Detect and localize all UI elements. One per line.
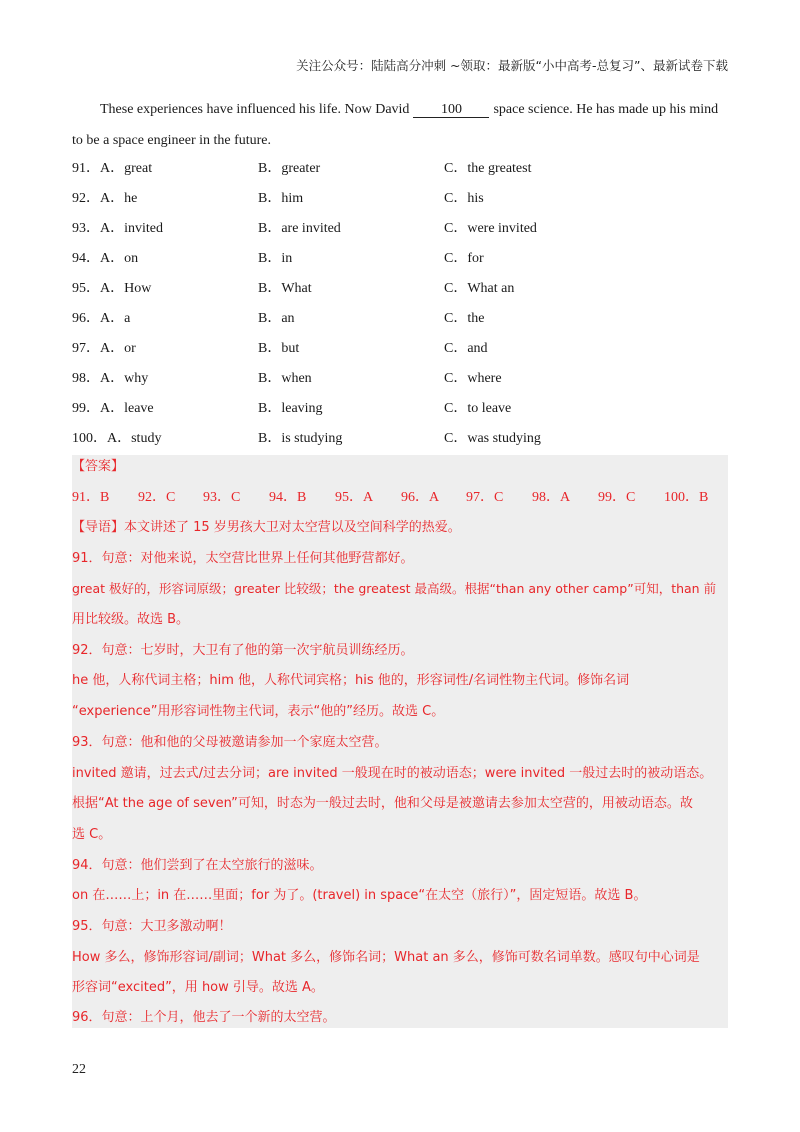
option-b: B．What [258, 281, 312, 296]
question-row [72, 154, 728, 184]
option-c: C．the [444, 311, 485, 326]
explanation-line: How 多么，修饰形容词/副词；What 多么，修饰名词；What an 多么，修饰可数名词单数。感叹句中心词是 [72, 950, 700, 965]
option-c: C．the greatest [444, 161, 532, 176]
explanation-line: 用比较级。故选 B。 [72, 612, 190, 627]
option-a: 93．A．invited [72, 221, 163, 236]
option-a: 91．A．great [72, 161, 153, 176]
answer-key: 98．A [532, 490, 571, 505]
question-row [72, 334, 728, 364]
explanation-line: 95．句意：大卫多激动啊！ [72, 919, 232, 934]
answer-section [72, 455, 728, 1028]
question-row [72, 424, 728, 454]
explanation-line: 94．句意：他们尝到了在太空旅行的滋味。 [72, 858, 323, 873]
option-c: C．was studying [444, 431, 541, 446]
explanation-line: he 他，人称代词主格；him 他，人称代词宾格；his 他的，形容词性/名词性物主代词。修饰名词 [72, 673, 630, 688]
option-c: C．and [444, 341, 488, 356]
passage-line1-after: space science. He has made up his mind [493, 102, 719, 117]
answer-key: 91．B [72, 490, 110, 505]
answer-key: 94．B [269, 490, 307, 505]
answer-key: 92．C [138, 490, 176, 505]
option-b: B．greater [258, 161, 321, 176]
option-c: C．his [444, 191, 484, 206]
option-c: C．What an [444, 281, 515, 296]
option-b: B．him [258, 191, 304, 206]
question-row [72, 274, 728, 304]
option-a: 98．A．why [72, 371, 149, 386]
passage-line1-before: These experiences have influenced his life. Now David [100, 102, 410, 117]
option-b: B．an [258, 311, 295, 326]
answer-key: 96．A [401, 490, 440, 505]
answer-heading: 【答案】 [72, 459, 125, 474]
option-c: C．for [444, 251, 484, 266]
option-c: C．were invited [444, 221, 537, 236]
option-a: 94．A．on [72, 251, 139, 266]
option-b: B．is studying [258, 431, 343, 446]
explanation-line: 根据“At the age of seven”可知，时态为一般过去时，他和父母是被邀请去参加太空营的，用被动语态。故 [72, 796, 693, 811]
question-row [72, 364, 728, 394]
option-b: B．but [258, 341, 300, 356]
question-row [72, 184, 728, 214]
option-a: 92．A．he [72, 191, 138, 206]
option-a: 95．A．How [72, 281, 152, 296]
answer-key: 100．B [664, 490, 709, 505]
explanation-line: great 极好的，形容词原级；greater 比较级；the greatest 最高级。根据“than any other camp”可知，than 前 [72, 581, 717, 596]
explanation-line: 91．句意：对他来说，太空营比世界上任何其他野营都好。 [72, 551, 414, 566]
question-row [72, 394, 728, 424]
option-a: 97．A．or [72, 341, 136, 356]
option-b: B．when [258, 371, 312, 386]
passage-line2: to be a space engineer in the future. [72, 133, 272, 148]
option-a: 99．A．leave [72, 401, 154, 416]
explanation-line: 【导语】本文讲述了 15 岁男孩大卫对太空营以及空间科学的热爱。 [72, 520, 461, 535]
explanation-line: on 在……上；in 在……里面；for 为了。(travel) in space“在太空（旅行）”，固定短语。故选 B。 [72, 888, 647, 903]
option-b: B．are invited [258, 221, 341, 236]
question-row [72, 214, 728, 244]
explanation-line: 93．句意：他和他的父母被邀请参加一个家庭太空营。 [72, 735, 388, 750]
explanation-line: “experience”用形容词性物主代词，表示“他的”经历。故选 C。 [72, 704, 445, 719]
answer-key: 93．C [203, 490, 241, 505]
explanation-line: 96．句意：上个月，他去了一个新的太空营。 [72, 1010, 336, 1025]
page-header: 关注公众号：陆陆高分冲刺 ~领取：最新版“小中高考-总复习”、最新试卷下载 [296, 58, 728, 73]
question-row [72, 304, 728, 334]
page-number: 22 [72, 1062, 86, 1077]
answer-key: 97．C [466, 490, 504, 505]
blank-100: 100 [413, 102, 489, 118]
answer-keys [72, 488, 728, 508]
explanation-line: 选 C。 [72, 827, 112, 842]
explanation-line: 形容词“excited”，用 how 引导。故选 A。 [72, 980, 324, 995]
passage-text [72, 94, 728, 156]
question-row [72, 244, 728, 274]
option-a: 100．A．study [72, 431, 162, 446]
option-a: 96．A．a [72, 311, 131, 326]
options-list [72, 154, 728, 454]
option-b: B．leaving [258, 401, 323, 416]
option-b: B．in [258, 251, 293, 266]
option-c: C．where [444, 371, 502, 386]
answer-key: 95．A [335, 490, 374, 505]
explanation-line: 92．句意：七岁时，大卫有了他的第一次宇航员训练经历。 [72, 643, 414, 658]
answer-key: 99．C [598, 490, 636, 505]
explanation-line: invited 邀请，过去式/过去分词；are invited 一般现在时的被动语态；were invited 一般过去时的被动语态。 [72, 766, 713, 781]
option-c: C．to leave [444, 401, 512, 416]
